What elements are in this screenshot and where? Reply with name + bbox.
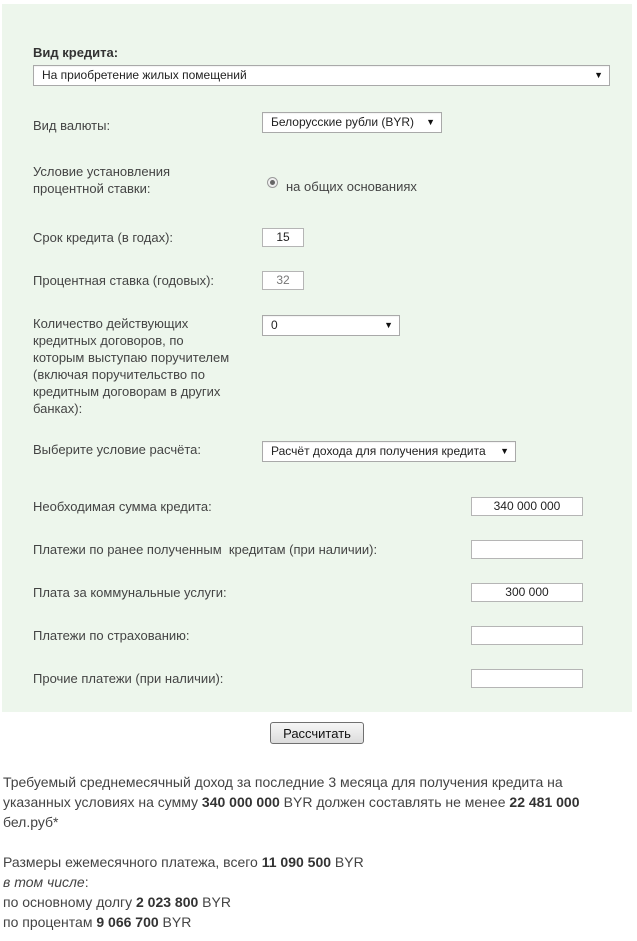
contracts-label-line: Количество действующих xyxy=(33,316,189,331)
currency-select[interactable] xyxy=(262,112,442,133)
calculate-button[interactable]: Рассчитать xyxy=(270,722,364,744)
rate-condition-label xyxy=(33,163,170,197)
contracts-label-line: кредитных договоров, по xyxy=(33,333,184,348)
contracts-label-line: (включая поручительство по xyxy=(33,367,205,382)
contracts-value: 0 xyxy=(271,318,278,332)
principal-pre: по основному долгу xyxy=(3,894,136,910)
interest-currency: BYR xyxy=(158,914,192,930)
calc-condition-value: Расчёт дохода для получения кредита xyxy=(271,444,486,458)
rate-input[interactable]: 32 xyxy=(262,271,304,290)
rate-condition-option: на общих основаниях xyxy=(286,179,417,194)
principal-currency: BYR xyxy=(198,894,231,910)
interest-value: 9 066 700 xyxy=(96,914,159,930)
calc-condition-select[interactable] xyxy=(262,441,516,462)
chevron-down-icon: ▼ xyxy=(426,117,435,127)
credit-type-value: На приобретение жилых помещений xyxy=(42,68,247,82)
currency-label: Вид валюты: xyxy=(33,118,111,133)
monthly-payment-value: 11 090 500 xyxy=(261,854,332,870)
contracts-label-line: кредитным договорам в других xyxy=(33,384,221,399)
including-text: в том числе xyxy=(3,874,85,890)
result-line2-pre: указанных условиях на сумму xyxy=(3,794,202,810)
calc-condition-label: Выберите условие расчёта: xyxy=(33,442,201,457)
result-line2 xyxy=(3,792,579,812)
including-line xyxy=(3,872,89,892)
rate-condition-label-line2: процентной ставки: xyxy=(33,181,151,196)
monthly-payment-currency: BYR xyxy=(331,854,364,870)
contracts-label xyxy=(33,315,229,417)
including-colon: : xyxy=(84,874,89,890)
amount-label: Необходимая сумма кредита: xyxy=(33,499,212,514)
result-income: 22 481 000 xyxy=(509,794,580,810)
rate-condition-label-line1: Условие установления xyxy=(33,164,171,179)
monthly-payment-line xyxy=(3,852,364,872)
other-input[interactable] xyxy=(471,669,583,688)
other-label: Прочие платежи (при наличии): xyxy=(33,671,224,686)
term-label: Срок кредита (в годах): xyxy=(33,230,174,245)
rate-condition-radio[interactable] xyxy=(267,177,278,188)
chevron-down-icon: ▼ xyxy=(594,70,603,80)
result-line1: Требуемый среднемесячный доход за последние 3 месяца для получения кредита на xyxy=(3,774,563,790)
currency-value: Белорусские рубли (BYR) xyxy=(271,115,415,129)
amount-input[interactable]: 340 000 000 xyxy=(471,497,583,516)
prev-payments-label: Платежи по ранее полученным кредитам (при наличии): xyxy=(33,542,378,557)
credit-type-select[interactable] xyxy=(33,65,610,86)
credit-type-label: Вид кредита: xyxy=(33,45,119,60)
result-line2-mid: BYR должен составлять не менее xyxy=(279,794,510,810)
chevron-down-icon: ▼ xyxy=(384,320,393,330)
term-input[interactable]: 15 xyxy=(262,228,304,247)
monthly-payment-pre: Размеры ежемесячного платежа, всего xyxy=(3,854,262,870)
utilities-label: Плата за коммунальные услуги: xyxy=(33,585,227,600)
principal-value: 2 023 800 xyxy=(136,894,199,910)
utilities-input[interactable]: 300 000 xyxy=(471,583,583,602)
contracts-label-line: банках): xyxy=(33,401,83,416)
contracts-label-line: которым выступаю поручителем xyxy=(33,350,230,365)
insurance-label: Платежи по страхованию: xyxy=(33,628,190,643)
result-amount: 340 000 000 xyxy=(201,794,280,810)
insurance-input[interactable] xyxy=(471,626,583,645)
result-line3: бел.руб* xyxy=(3,814,59,830)
contracts-select[interactable] xyxy=(262,315,400,336)
principal-line xyxy=(3,892,231,912)
interest-line xyxy=(3,912,191,932)
chevron-down-icon: ▼ xyxy=(500,446,509,456)
interest-pre: по процентам xyxy=(3,914,97,930)
prev-payments-input[interactable] xyxy=(471,540,583,559)
rate-label: Процентная ставка (годовых): xyxy=(33,273,215,288)
